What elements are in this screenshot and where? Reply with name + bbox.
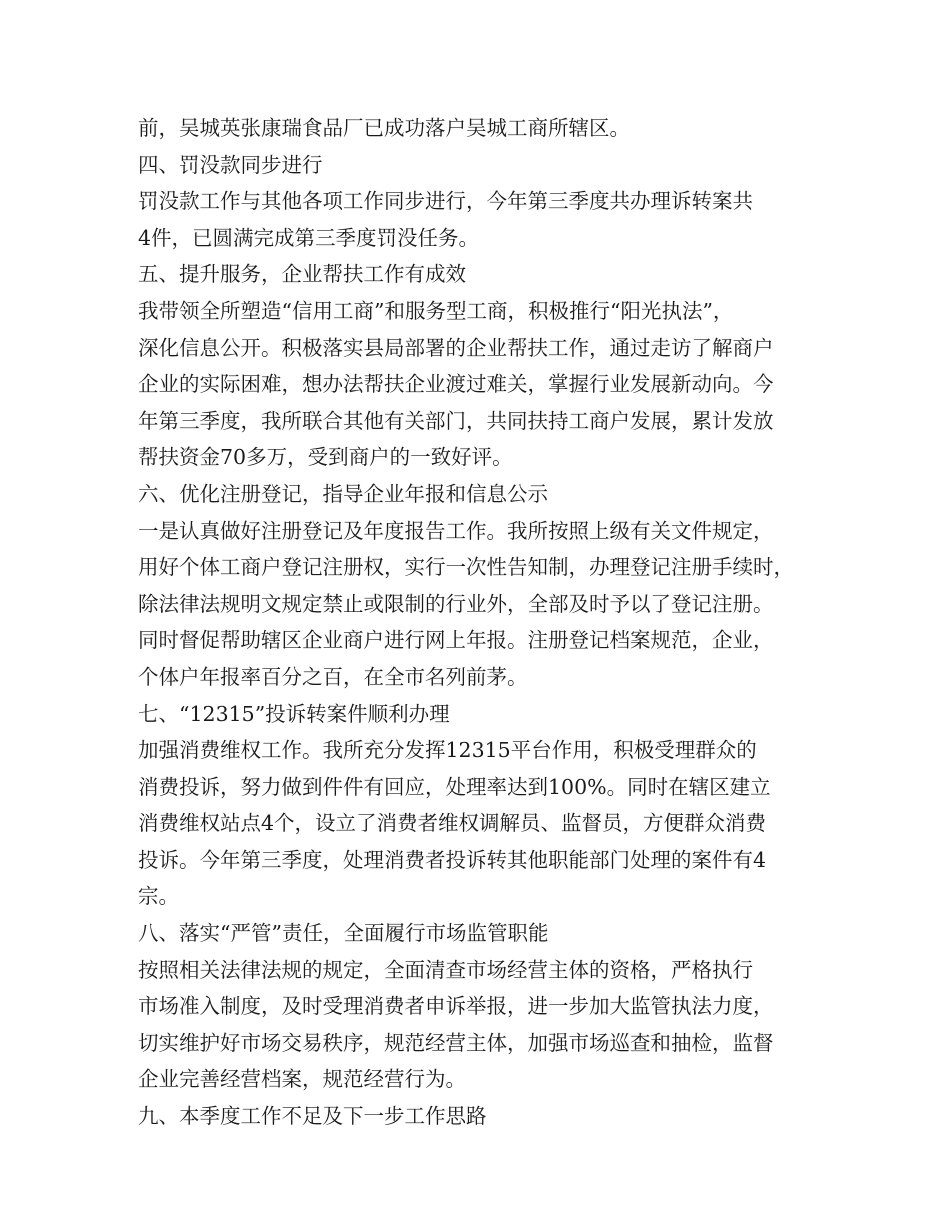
text-line-22: 宗。 [138,884,179,909]
text-line-26: 切实维护好市场交易秩序，规范经营主体，加强市场巡查和抽检，监督 [138,1030,774,1055]
text-line-9: 年第三季度，我所联合其他有关部门，共同扶持工商户发展，累计发放 [138,408,774,433]
text-line-16: 个体户年报率百分之百，在全市名列前茅。 [138,664,528,689]
text-line-6: 我带领全所塑造“信用工商”和服务型工商，积极推行“阳光执法”， [138,298,734,323]
section-heading-5: 五、提升服务，企业帮扶工作有成效 [138,262,466,287]
text-line-7: 深化信息公开。积极落实县局部署的企业帮扶工作，通过走访了解商户 [138,335,774,360]
body-text [138,110,818,1135]
text-line-25: 市场准入制度，及时受理消费者申诉举报，进一步加大监管执法力度， [138,994,774,1019]
text-line-19: 消费投诉，努力做到件件有回应，处理率达到100%。同时在辖区建立 [138,774,771,799]
text-line-3: 罚没款工作与其他各项工作同步进行，今年第三季度共办理诉转案共 [138,189,753,214]
text-line-14: 除法律法规明文规定禁止或限制的行业外，全部及时予以了登记注册。 [138,591,774,616]
text-line-1: 前，吴城英张康瑞食品厂已成功落户吴城工商所辖区。 [138,116,630,140]
text-line-24: 按照相关法律法规的规定，全面清查市场经营主体的资格，严格执行 [138,957,753,982]
text-line-21: 投诉。今年第三季度，处理消费者投诉转其他职能部门处理的案件有4 [138,847,767,872]
text-line-20: 消费维权站点4个，设立了消费者维权调解员、监督员，方便群众消费 [138,811,767,836]
section-heading-4: 四、罚没款同步进行 [138,152,323,177]
text-line-13: 用好个体工商户登记注册权，实行一次性告知制，办理登记注册手续时， [138,555,794,580]
section-heading-8: 八、落实“严管”责任，全面履行市场监管职能 [138,921,549,946]
text-line-10: 帮扶资金70多万，受到商户的一致好评。 [138,445,513,470]
section-heading-7: 七、“12315”投诉转案件顺利办理 [138,701,450,726]
text-line-27: 企业完善经营档案，规范经营行为。 [138,1067,466,1092]
text-line-4: 4件，已圆满完成第三季度罚没任务。 [138,225,480,250]
text-line-15: 同时督促帮助辖区企业商户进行网上年报。注册登记档案规范，企业， [138,628,774,653]
text-line-12: 一是认真做好注册登记及年度报告工作。我所按照上级有关文件规定， [138,518,774,543]
section-heading-6: 六、优化注册登记，指导企业年报和信息公示 [138,481,548,506]
text-line-18: 加强消费维权工作。我所充分发挥12315平台作用，积极受理群众的 [138,738,757,763]
section-heading-9: 九、本季度工作不足及下一步工作思路 [138,1104,487,1129]
text-line-8: 企业的实际困难，想办法帮扶企业渡过难关，掌握行业发展新动向。今 [138,372,774,397]
